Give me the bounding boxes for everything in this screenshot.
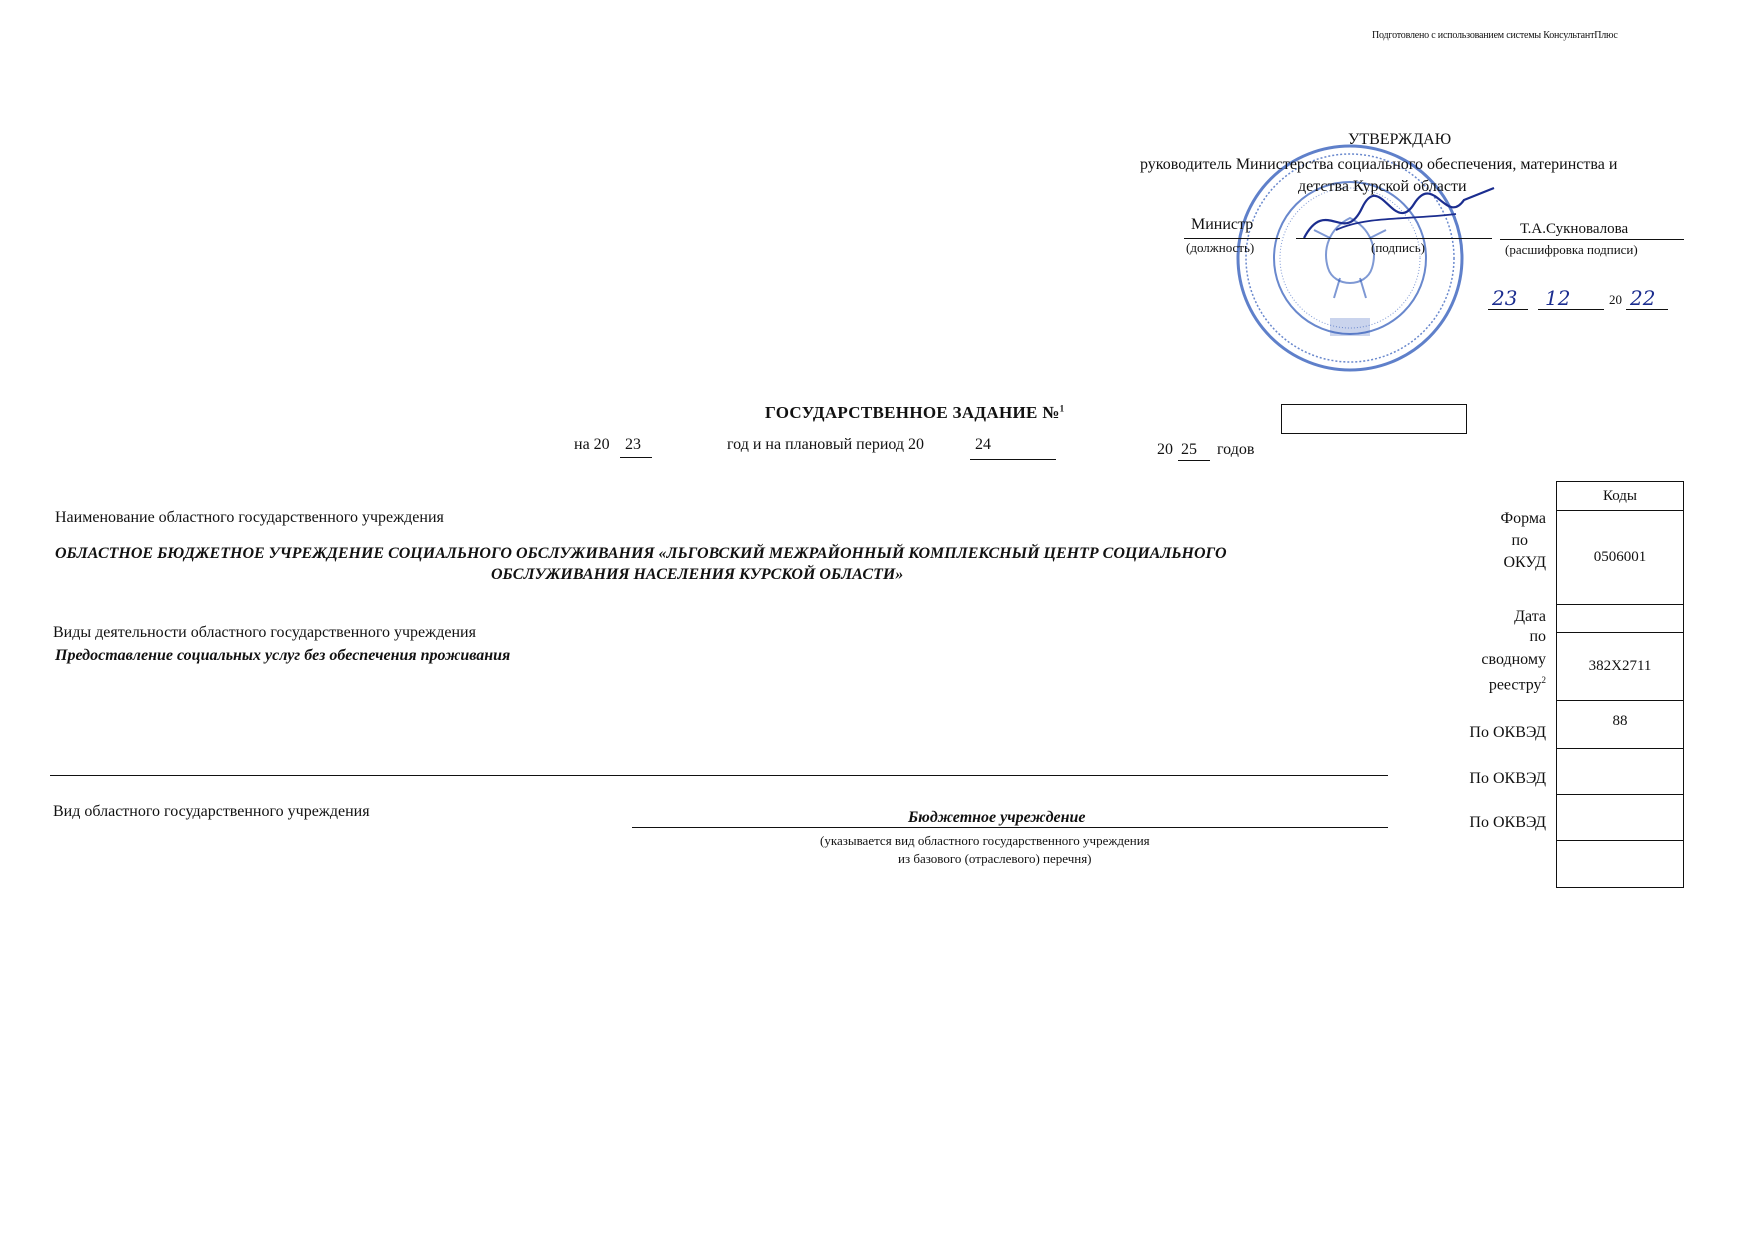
- title-footnote: 1: [1059, 403, 1065, 414]
- date-value: [1557, 605, 1683, 633]
- period-year-3: 25: [1181, 441, 1197, 458]
- type-caption-2: из базового (отраслевого) перечня): [898, 851, 1092, 866]
- official-seal-stamp: [1230, 138, 1470, 378]
- period-middle: год и на плановый период 20: [727, 436, 925, 453]
- okved-1-value: 88: [1557, 701, 1683, 749]
- okved-label-3: По ОКВЭД: [1469, 814, 1546, 831]
- institution-label: Наименование областного государственного учреждения: [55, 509, 444, 526]
- registry-label-3: реестру$^2$: [1488, 675, 1546, 694]
- codes-table: [1556, 481, 1684, 888]
- name-caption: (расшифровка подписи): [1505, 242, 1638, 257]
- period-suffix: годов: [1217, 441, 1255, 458]
- institution-name-line-1: ОБЛАСТНОЕ БЮДЖЕТНОЕ УЧРЕЖДЕНИЕ СОЦИАЛЬНОГО ОБСЛУЖИВАНИЯ «ЛЬГОВСКИЙ МЕЖРАЙОННЫЙ КОМПЛЕКСНЫЙ ЦЕНТР СОЦИАЛЬНОГО: [55, 545, 1227, 562]
- date-label: Дата: [1514, 608, 1546, 625]
- okud-label-2: по: [1511, 532, 1528, 549]
- approval-date-year-prefix: 20: [1609, 292, 1622, 307]
- institution-name-line-2: ОБСЛУЖИВАНИЯ НАСЕЛЕНИЯ КУРСКОЙ ОБЛАСТИ»: [491, 566, 904, 583]
- okved-2-value: [1557, 749, 1683, 795]
- registry-label-1: по: [1529, 628, 1546, 645]
- okud-value: 0506001: [1557, 511, 1683, 605]
- top-note: Подготовлено с использованием системы КонсультантПлюс: [1372, 30, 1618, 41]
- type-value: Бюджетное учреждение: [908, 809, 1086, 826]
- activity-value: Предоставление социальных услуг без обеспечения проживания: [55, 647, 511, 664]
- document-title: ГОСУДАРСТВЕННОЕ ЗАДАНИЕ №$^1$: [765, 403, 1065, 422]
- approval-heading: УТВЕРЖДАЮ: [1348, 131, 1452, 148]
- okved-3-value: [1557, 795, 1683, 841]
- approval-date-year: 22: [1630, 286, 1656, 310]
- period-year-1: 23: [625, 436, 641, 453]
- redacted-number-box: [1281, 404, 1467, 434]
- type-caption-1: (указывается вид областного государственного учреждения: [820, 833, 1150, 848]
- approver-position: Министр: [1191, 216, 1254, 233]
- okud-label-1: Форма: [1500, 510, 1546, 527]
- position-caption: (должность): [1186, 240, 1255, 255]
- period-year-2: 24: [975, 436, 991, 453]
- registry-label-2: сводному: [1481, 651, 1546, 668]
- extra-code-value: [1557, 841, 1683, 887]
- type-label: Вид областного государственного учреждения: [53, 803, 370, 820]
- codes-header: Коды: [1557, 482, 1683, 511]
- approver-name: Т.А.Сукновалова: [1520, 221, 1629, 237]
- approval-line-2: детства Курской области: [1298, 178, 1467, 195]
- signature-caption: (подпись): [1371, 240, 1425, 255]
- approval-line-1: руководитель Министерства социального обеспечения, материнства и: [1140, 156, 1618, 173]
- activity-label: Виды деятельности областного государственного учреждения: [53, 624, 476, 641]
- okved-label-1: По ОКВЭД: [1469, 724, 1546, 741]
- approval-date-day: 23: [1492, 286, 1518, 310]
- okved-label-2: По ОКВЭД: [1469, 770, 1546, 787]
- registry-value: 382Х2711: [1557, 633, 1683, 701]
- period-prefix: на 20: [574, 436, 610, 453]
- okud-label-3: ОКУД: [1503, 554, 1546, 571]
- period-prefix-3: 20: [1157, 441, 1173, 458]
- approval-date-month: 12: [1545, 286, 1571, 310]
